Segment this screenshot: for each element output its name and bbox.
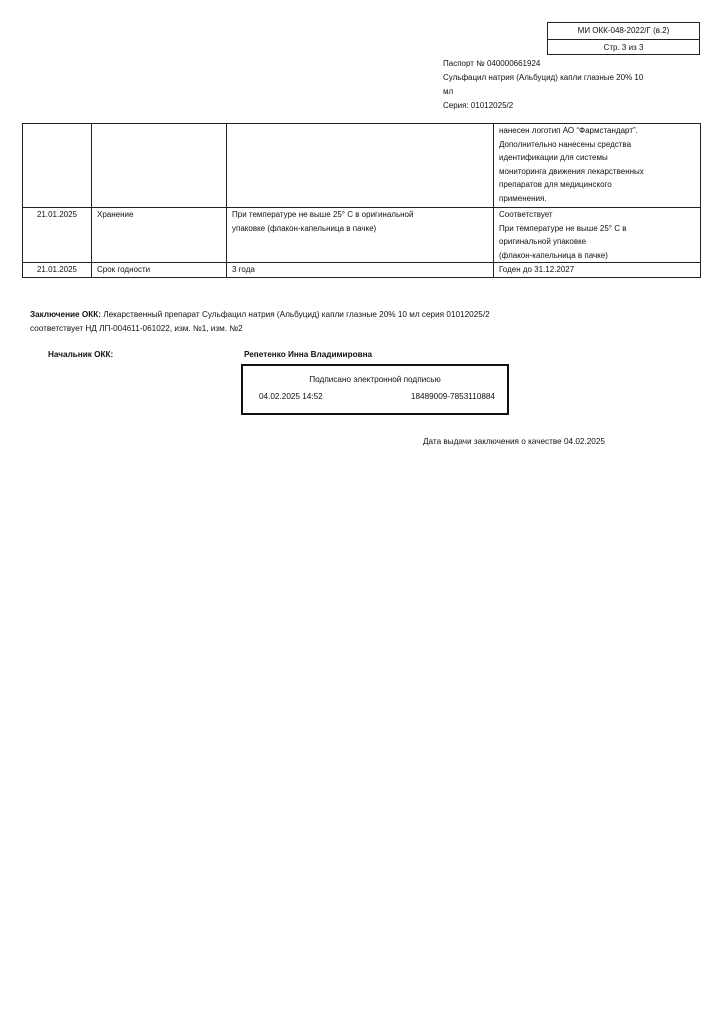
requirement-line: упаковке (флакон-капельница в пачке) <box>232 223 377 233</box>
electronic-signature-stamp <box>241 364 509 415</box>
qc-conclusion <box>30 308 670 336</box>
product-name-line1: Сульфацил натрия (Альбуцид) капли глазные 20% 10 <box>443 73 644 82</box>
parameter-cell <box>92 124 227 208</box>
result-cell: Годен до 31.12.2027 <box>494 263 701 278</box>
signatory-name: Репетенко Инна Владимировна <box>244 350 373 359</box>
test-results-table <box>22 123 701 278</box>
result-line: Соответствует <box>499 210 553 219</box>
date-cell <box>23 124 92 208</box>
signature-certificate: 18489009-7853110884 <box>410 392 495 401</box>
requirement-cell: 3 года <box>227 263 494 278</box>
signature-datetime: 04.02.2025 14:52 <box>259 392 323 401</box>
result-line: При температуре не выше 25° С в <box>499 223 627 233</box>
page-number: Стр. 3 из 3 <box>603 43 644 52</box>
result-cell <box>494 208 701 263</box>
requirement-cell <box>227 124 494 208</box>
product-name-line2: мл <box>443 87 454 96</box>
document-id-box <box>547 22 700 55</box>
result-line: препаратов для медицинского <box>499 180 612 189</box>
result-line: нанесен логотип АО “Фармстандарт”. <box>499 126 638 135</box>
table-row <box>23 124 701 208</box>
issue-date: Дата выдачи заключения о качестве 04.02.2025 <box>423 437 605 446</box>
result-line: мониторинга движения лекарственных <box>499 166 644 176</box>
conclusion-label: Заключение ОКК: <box>30 310 101 319</box>
requirement-cell <box>227 208 494 263</box>
table-row <box>23 263 701 278</box>
date-cell: 21.01.2025 <box>23 208 92 263</box>
signatory-role: Начальник ОКК: <box>48 350 114 359</box>
series-number: Серия: 01012025/2 <box>443 101 514 110</box>
result-line: применения. <box>499 193 547 203</box>
result-cell <box>494 124 701 208</box>
table-row <box>23 208 701 263</box>
signature-caption: Подписано электронной подписью <box>309 375 441 384</box>
parameter-cell: Срок годности <box>92 263 227 278</box>
result-line: оригинальной упаковке <box>499 237 587 246</box>
conclusion-text: Лекарственный препарат Сульфацил натрия (Альбуцид) капли глазные 20% 10 мл серия 01012025/2 <box>100 310 490 319</box>
passport-number: Паспорт № 040000661924 <box>443 59 541 68</box>
result-line: (флакон-капельница в пачке) <box>499 250 608 260</box>
result-line: Дополнительно нанесены средства <box>499 139 632 149</box>
date-cell: 21.01.2025 <box>23 263 92 278</box>
document-code: МИ ОКК-048-2022/Г (в.2) <box>548 23 699 40</box>
parameter-cell: Хранение <box>92 208 227 263</box>
conclusion-text-line2: соответствует НД ЛП-004611-061022, изм. №1, изм. №2 <box>30 324 243 333</box>
passport-block <box>443 57 653 113</box>
requirement-line: При температуре не выше 25° С в оригинальной <box>232 210 414 219</box>
result-line: идентификации для системы <box>499 153 608 162</box>
